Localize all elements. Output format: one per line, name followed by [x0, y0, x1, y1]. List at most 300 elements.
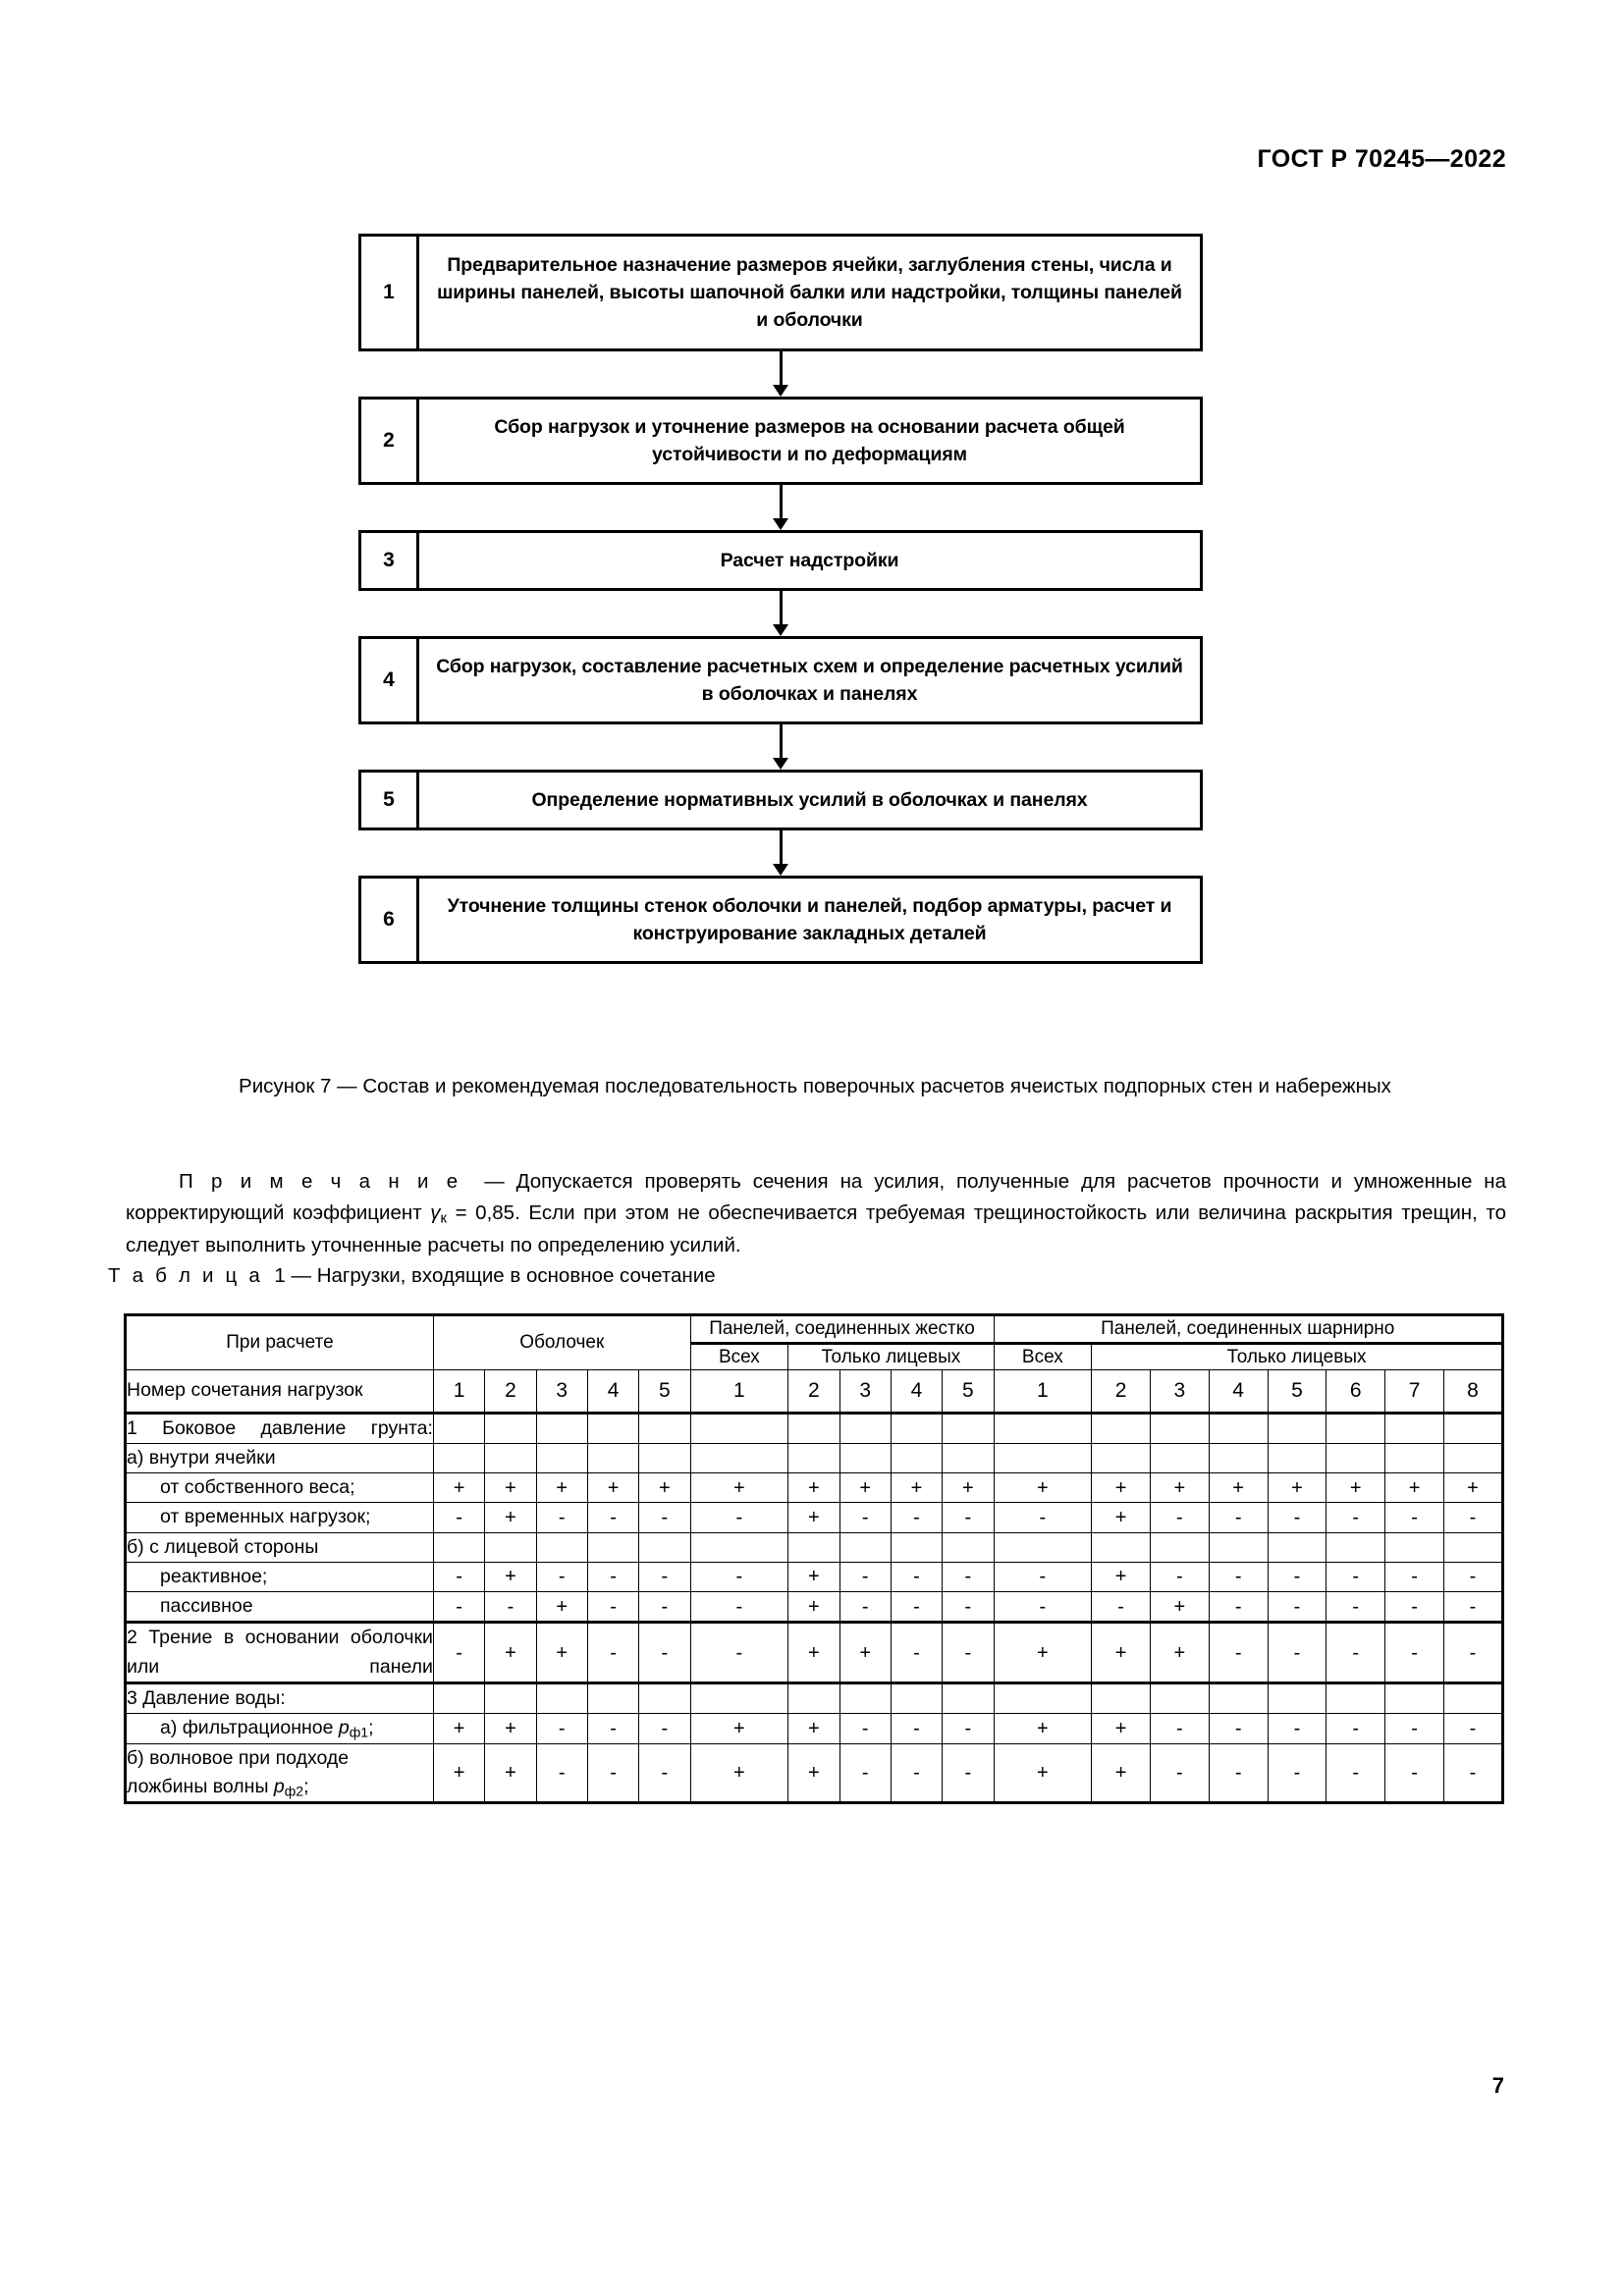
- cell-value: [1150, 1532, 1209, 1562]
- table-header-row-combination-numbers: [126, 1370, 1503, 1413]
- cell-value: [1443, 1413, 1502, 1443]
- cell-value: +: [536, 1473, 587, 1503]
- cell-value: -: [587, 1592, 638, 1623]
- cell-value: -: [587, 1623, 638, 1683]
- cell-value: [536, 1532, 587, 1562]
- cell-value: -: [1385, 1562, 1444, 1591]
- note-symbol-gamma: γ: [430, 1201, 441, 1224]
- cell-value: [994, 1443, 1092, 1472]
- cell-value: -: [587, 1562, 638, 1591]
- table-title-dash: —: [291, 1264, 312, 1287]
- arrow-stem: [780, 724, 783, 760]
- flowchart-step-1-number: 1: [361, 237, 419, 348]
- table-row: [126, 1503, 1503, 1532]
- cell-value: [994, 1682, 1092, 1713]
- cell-value: -: [639, 1503, 690, 1532]
- row-label: б) с лицевой стороны: [126, 1532, 434, 1562]
- cell-value: -: [839, 1503, 891, 1532]
- cell-value: -: [839, 1562, 891, 1591]
- arrow-head-icon: [773, 518, 788, 530]
- combo-number-2: 2: [485, 1370, 536, 1413]
- cell-value: -: [639, 1743, 690, 1803]
- cell-value: [891, 1413, 942, 1443]
- flowchart-arrow-5-6: [358, 830, 1203, 876]
- combo-number-3: 3: [536, 1370, 587, 1413]
- note-dash: —: [484, 1170, 505, 1193]
- cell-value: [1385, 1413, 1444, 1443]
- combo-number-12: 2: [1092, 1370, 1151, 1413]
- cell-value: [1443, 1682, 1502, 1713]
- flowchart-arrow-4-5: [358, 724, 1203, 770]
- row-label: 1 Боковое давление грунта:: [126, 1413, 434, 1443]
- header-sub-all-rigid: Всех: [690, 1343, 788, 1370]
- cell-value: +: [994, 1743, 1092, 1803]
- header-sub-front-rigid: Только лицевых: [788, 1343, 994, 1370]
- cell-value: -: [485, 1592, 536, 1623]
- flowchart-arrow-2-3: [358, 485, 1203, 530]
- table-row: [126, 1532, 1503, 1562]
- cell-value: +: [788, 1592, 839, 1623]
- cell-value: -: [536, 1743, 587, 1803]
- table-row: [126, 1443, 1503, 1472]
- table-row: [126, 1682, 1503, 1713]
- cell-value: +: [1092, 1473, 1151, 1503]
- cell-value: +: [536, 1623, 587, 1683]
- cell-value: -: [1326, 1503, 1385, 1532]
- table-row: [126, 1623, 1503, 1683]
- cell-value: -: [994, 1592, 1092, 1623]
- cell-value: -: [891, 1743, 942, 1803]
- cell-value: +: [690, 1714, 788, 1744]
- cell-value: -: [839, 1592, 891, 1623]
- table-title: [108, 1264, 716, 1288]
- cell-value: -: [1209, 1623, 1268, 1683]
- combo-number-18: 8: [1443, 1370, 1502, 1413]
- flowchart-step-6-text: Уточнение толщины стенок оболочки и панелей, подбор арматуры, расчет и конструирование закладных деталей: [447, 894, 1172, 944]
- arrow-stem: [780, 351, 783, 387]
- table-title-text: Нагрузки, входящие в основное сочетание: [316, 1264, 716, 1287]
- cell-value: [788, 1532, 839, 1562]
- flowchart-step-4: [358, 636, 1203, 724]
- cell-value: [943, 1443, 994, 1472]
- cell-value: -: [943, 1592, 994, 1623]
- cell-value: [690, 1532, 788, 1562]
- cell-value: [536, 1682, 587, 1713]
- cell-value: [485, 1532, 536, 1562]
- cell-value: -: [639, 1623, 690, 1683]
- cell-value: [690, 1443, 788, 1472]
- flowchart-step-4-number: 4: [361, 639, 419, 721]
- cell-value: -: [891, 1592, 942, 1623]
- flowchart-step-1: [358, 234, 1203, 351]
- combo-number-14: 4: [1209, 1370, 1268, 1413]
- row-label: а) внутри ячейки: [126, 1443, 434, 1472]
- cell-value: [1326, 1443, 1385, 1472]
- cell-value: -: [839, 1714, 891, 1744]
- cell-value: [1092, 1682, 1151, 1713]
- cell-value: [690, 1682, 788, 1713]
- cell-value: -: [943, 1743, 994, 1803]
- cell-value: +: [485, 1562, 536, 1591]
- cell-value: +: [485, 1473, 536, 1503]
- cell-value: -: [587, 1503, 638, 1532]
- header-at-calculation: При расчете: [126, 1315, 434, 1370]
- cell-value: [639, 1443, 690, 1472]
- cell-value: -: [1443, 1743, 1502, 1803]
- cell-value: -: [1385, 1503, 1444, 1532]
- combo-number-1: 1: [433, 1370, 484, 1413]
- cell-value: +: [1092, 1714, 1151, 1744]
- cell-value: -: [1268, 1743, 1326, 1803]
- cell-value: -: [1150, 1743, 1209, 1803]
- cell-value: [1385, 1682, 1444, 1713]
- header-sub-all-hinged: Всех: [994, 1343, 1092, 1370]
- cell-value: -: [536, 1503, 587, 1532]
- note-text-part-2: Если при этом не обеспечивается требуемая трещиностойкость или величина раскрытия трещин, то следует выполнить уточненные расчеты по определению усилий.: [126, 1201, 1507, 1257]
- arrow-stem: [780, 591, 783, 626]
- cell-value: [994, 1413, 1092, 1443]
- cell-value: -: [587, 1714, 638, 1744]
- combo-number-15: 5: [1268, 1370, 1326, 1413]
- cell-value: +: [1385, 1473, 1444, 1503]
- document-header-standard-number: ГОСТ Р 70245—2022: [1257, 145, 1506, 173]
- cell-value: +: [788, 1623, 839, 1683]
- flowchart-step-5-number: 5: [361, 773, 419, 828]
- cell-value: -: [1209, 1592, 1268, 1623]
- row-label: 2 Трение в основании оболочки или панели: [126, 1623, 434, 1683]
- cell-value: [788, 1443, 839, 1472]
- table-row: [126, 1413, 1503, 1443]
- cell-value: [1268, 1682, 1326, 1713]
- cell-value: [891, 1443, 942, 1472]
- combo-number-17: 7: [1385, 1370, 1444, 1413]
- cell-value: -: [1268, 1714, 1326, 1744]
- note-coefficient-value: = 0,85.: [455, 1201, 520, 1224]
- cell-value: [690, 1413, 788, 1443]
- combo-number-10: 5: [943, 1370, 994, 1413]
- cell-value: [639, 1413, 690, 1443]
- cell-value: +: [690, 1473, 788, 1503]
- cell-value: [587, 1443, 638, 1472]
- flowchart-step-5: [358, 770, 1203, 830]
- cell-value: -: [1326, 1714, 1385, 1744]
- cell-value: -: [1209, 1743, 1268, 1803]
- cell-value: +: [839, 1623, 891, 1683]
- cell-value: +: [587, 1473, 638, 1503]
- cell-value: +: [788, 1503, 839, 1532]
- cell-value: [587, 1532, 638, 1562]
- header-sub-front-hinged: Только лицевых: [1092, 1343, 1503, 1370]
- flowchart-step-2-number: 2: [361, 400, 419, 482]
- cell-value: -: [1150, 1562, 1209, 1591]
- cell-value: -: [1326, 1623, 1385, 1683]
- cell-value: +: [994, 1714, 1092, 1744]
- arrow-head-icon: [773, 758, 788, 770]
- cell-value: [943, 1682, 994, 1713]
- cell-value: -: [433, 1503, 484, 1532]
- cell-value: +: [690, 1743, 788, 1803]
- cell-value: +: [943, 1473, 994, 1503]
- cell-value: [433, 1443, 484, 1472]
- cell-value: [587, 1413, 638, 1443]
- flowchart-figure-7: [358, 234, 1203, 964]
- arrow-stem: [780, 485, 783, 520]
- combo-number-4: 4: [587, 1370, 638, 1413]
- cell-value: -: [536, 1562, 587, 1591]
- table-head: [126, 1315, 1503, 1414]
- cell-value: -: [536, 1714, 587, 1744]
- cell-value: -: [943, 1562, 994, 1591]
- cell-value: -: [1385, 1623, 1444, 1683]
- combo-number-13: 3: [1150, 1370, 1209, 1413]
- cell-value: +: [639, 1473, 690, 1503]
- cell-value: -: [994, 1503, 1092, 1532]
- cell-value: -: [690, 1623, 788, 1683]
- cell-value: [994, 1532, 1092, 1562]
- row-label: 3 Давление воды:: [126, 1682, 434, 1713]
- table-header-row-groups: [126, 1315, 1503, 1344]
- cell-value: -: [639, 1592, 690, 1623]
- cell-value: [839, 1532, 891, 1562]
- cell-value: -: [690, 1503, 788, 1532]
- cell-value: [1150, 1682, 1209, 1713]
- note-paragraph: [126, 1166, 1506, 1261]
- table-title-label: Т а б л и ц а: [108, 1264, 263, 1287]
- header-group-shells: Оболочек: [433, 1315, 690, 1370]
- cell-value: [1150, 1413, 1209, 1443]
- cell-value: [891, 1682, 942, 1713]
- cell-value: [1092, 1443, 1151, 1472]
- cell-value: [1150, 1443, 1209, 1472]
- cell-value: [433, 1413, 484, 1443]
- cell-value: -: [1443, 1592, 1502, 1623]
- cell-value: [788, 1413, 839, 1443]
- cell-value: [587, 1682, 638, 1713]
- cell-value: +: [994, 1473, 1092, 1503]
- arrow-head-icon: [773, 624, 788, 636]
- cell-value: +: [1092, 1623, 1151, 1683]
- cell-value: +: [1092, 1743, 1151, 1803]
- cell-value: +: [433, 1473, 484, 1503]
- table-row: [126, 1592, 1503, 1623]
- cell-value: -: [891, 1623, 942, 1683]
- arrow-stem: [780, 830, 783, 866]
- cell-value: -: [1092, 1592, 1151, 1623]
- note-symbol-subscript: к: [440, 1210, 447, 1227]
- flowchart-step-1-text: Предварительное назначение размеров ячейки, заглубления стены, числа и ширины панелей, высоты шапочной балки или надстройки, толщины панелей и оболочки: [437, 253, 1182, 332]
- cell-value: [788, 1682, 839, 1713]
- cell-value: [839, 1413, 891, 1443]
- cell-value: +: [1092, 1562, 1151, 1591]
- cell-value: +: [1326, 1473, 1385, 1503]
- table-row: [126, 1743, 1503, 1803]
- cell-value: -: [1268, 1562, 1326, 1591]
- arrow-head-icon: [773, 864, 788, 876]
- cell-value: -: [891, 1562, 942, 1591]
- cell-value: -: [1443, 1714, 1502, 1744]
- cell-value: [1326, 1682, 1385, 1713]
- cell-value: +: [1150, 1592, 1209, 1623]
- cell-value: +: [536, 1592, 587, 1623]
- table-row: [126, 1714, 1503, 1744]
- cell-value: [433, 1682, 484, 1713]
- cell-value: -: [1385, 1592, 1444, 1623]
- table-title-number: 1: [274, 1264, 286, 1287]
- cell-value: +: [433, 1743, 484, 1803]
- cell-value: +: [891, 1473, 942, 1503]
- cell-value: +: [994, 1623, 1092, 1683]
- cell-value: [639, 1682, 690, 1713]
- cell-value: [485, 1682, 536, 1713]
- combo-number-16: 6: [1326, 1370, 1385, 1413]
- cell-value: [1268, 1532, 1326, 1562]
- cell-value: -: [943, 1714, 994, 1744]
- row-label: а) фильтрационное $p_{ф1}$;: [126, 1714, 434, 1744]
- table-row: [126, 1473, 1503, 1503]
- row-label: от собственного веса;: [126, 1473, 434, 1503]
- cell-value: -: [1268, 1503, 1326, 1532]
- cell-value: +: [433, 1714, 484, 1744]
- cell-value: [639, 1532, 690, 1562]
- header-group-hinged-panels: Панелей, соединенных шарнирно: [994, 1315, 1503, 1344]
- cell-value: -: [1209, 1503, 1268, 1532]
- cell-value: +: [485, 1623, 536, 1683]
- table-row: [126, 1562, 1503, 1591]
- cell-value: [839, 1443, 891, 1472]
- flowchart-step-3: [358, 530, 1203, 591]
- row-label: от временных нагрузок;: [126, 1503, 434, 1532]
- note-text-part-1: Допускается проверять сечения на усилия, полученные для расчетов прочности и умноженные на корректирующий коэффициент: [126, 1170, 1506, 1224]
- arrow-head-icon: [773, 385, 788, 397]
- cell-value: -: [891, 1503, 942, 1532]
- cell-value: +: [788, 1743, 839, 1803]
- combo-number-7: 2: [788, 1370, 839, 1413]
- cell-value: -: [433, 1562, 484, 1591]
- flowchart-step-3-text: Расчет надстройки: [720, 549, 899, 571]
- cell-value: [1209, 1413, 1268, 1443]
- flowchart-step-2-text: Сбор нагрузок и уточнение размеров на основании расчета общей устойчивости и по деформациям: [494, 415, 1125, 465]
- cell-value: [433, 1532, 484, 1562]
- cell-value: [1443, 1532, 1502, 1562]
- cell-value: +: [788, 1714, 839, 1744]
- flowchart-step-6-number: 6: [361, 879, 419, 961]
- cell-value: +: [1150, 1473, 1209, 1503]
- cell-value: [1268, 1443, 1326, 1472]
- cell-value: -: [1326, 1743, 1385, 1803]
- cell-value: -: [1326, 1562, 1385, 1591]
- row-label: пассивное: [126, 1592, 434, 1623]
- note-label: П р и м е ч а н и е: [179, 1170, 461, 1193]
- cell-value: [485, 1413, 536, 1443]
- cell-value: -: [1385, 1743, 1444, 1803]
- flowchart-step-2: [358, 397, 1203, 485]
- cell-value: +: [788, 1562, 839, 1591]
- header-combination-row-label: Номер сочетания нагрузок: [126, 1370, 434, 1413]
- cell-value: [1092, 1413, 1151, 1443]
- cell-value: +: [1150, 1623, 1209, 1683]
- cell-value: -: [1268, 1623, 1326, 1683]
- cell-value: [943, 1413, 994, 1443]
- combo-number-6: 1: [690, 1370, 788, 1413]
- cell-value: -: [1209, 1714, 1268, 1744]
- row-label: реактивное;: [126, 1562, 434, 1591]
- cell-value: [1209, 1682, 1268, 1713]
- cell-value: -: [1150, 1714, 1209, 1744]
- cell-value: [536, 1413, 587, 1443]
- cell-value: [943, 1532, 994, 1562]
- combo-number-8: 3: [839, 1370, 891, 1413]
- cell-value: +: [1092, 1503, 1151, 1532]
- cell-value: [839, 1682, 891, 1713]
- cell-value: -: [1443, 1503, 1502, 1532]
- cell-value: [536, 1443, 587, 1472]
- table-body: [126, 1413, 1503, 1803]
- cell-value: [1326, 1532, 1385, 1562]
- cell-value: -: [1443, 1623, 1502, 1683]
- cell-value: -: [891, 1714, 942, 1744]
- flowchart-step-6: [358, 876, 1203, 964]
- cell-value: +: [485, 1743, 536, 1803]
- combo-number-11: 1: [994, 1370, 1092, 1413]
- cell-value: +: [839, 1473, 891, 1503]
- cell-value: +: [788, 1473, 839, 1503]
- cell-value: [485, 1443, 536, 1472]
- cell-value: -: [1385, 1714, 1444, 1744]
- cell-value: -: [839, 1743, 891, 1803]
- cell-value: -: [639, 1562, 690, 1591]
- cell-value: -: [1209, 1562, 1268, 1591]
- row-label: б) волновое при подходе ложбины волны $p_{ф2}$;: [126, 1743, 434, 1803]
- cell-value: [1092, 1532, 1151, 1562]
- cell-value: [1385, 1532, 1444, 1562]
- flowchart-arrow-1-2: [358, 351, 1203, 397]
- flowchart-step-4-text: Сбор нагрузок, составление расчетных схем и определение расчетных усилий в оболочках и панелях: [436, 655, 1183, 705]
- cell-value: [1209, 1443, 1268, 1472]
- cell-value: -: [639, 1714, 690, 1744]
- cell-value: [891, 1532, 942, 1562]
- header-group-rigid-panels: Панелей, соединенных жестко: [690, 1315, 994, 1344]
- flowchart-step-5-text: Определение нормативных усилий в оболочках и панелях: [531, 788, 1088, 811]
- cell-value: [1268, 1413, 1326, 1443]
- cell-value: +: [485, 1714, 536, 1744]
- cell-value: +: [1268, 1473, 1326, 1503]
- combo-number-9: 4: [891, 1370, 942, 1413]
- loads-combination-table: [124, 1313, 1504, 1804]
- cell-value: -: [587, 1743, 638, 1803]
- cell-value: +: [1209, 1473, 1268, 1503]
- figure-caption: Рисунок 7 — Состав и рекомендуемая последовательность поверочных расчетов ячеистых подпорных стен и набережных: [239, 1075, 1391, 1097]
- cell-value: -: [1150, 1503, 1209, 1532]
- cell-value: -: [1443, 1562, 1502, 1591]
- cell-value: -: [994, 1562, 1092, 1591]
- cell-value: -: [1268, 1592, 1326, 1623]
- page-number: 7: [1491, 2073, 1504, 2098]
- flowchart-step-3-number: 3: [361, 533, 419, 588]
- cell-value: -: [943, 1503, 994, 1532]
- cell-value: -: [1326, 1592, 1385, 1623]
- cell-value: [1385, 1443, 1444, 1472]
- cell-value: -: [690, 1592, 788, 1623]
- combo-number-5: 5: [639, 1370, 690, 1413]
- flowchart-arrow-3-4: [358, 591, 1203, 636]
- cell-value: -: [943, 1623, 994, 1683]
- cell-value: [1443, 1443, 1502, 1472]
- cell-value: -: [690, 1562, 788, 1591]
- cell-value: +: [485, 1503, 536, 1532]
- cell-value: [1209, 1532, 1268, 1562]
- cell-value: -: [433, 1623, 484, 1683]
- cell-value: [1326, 1413, 1385, 1443]
